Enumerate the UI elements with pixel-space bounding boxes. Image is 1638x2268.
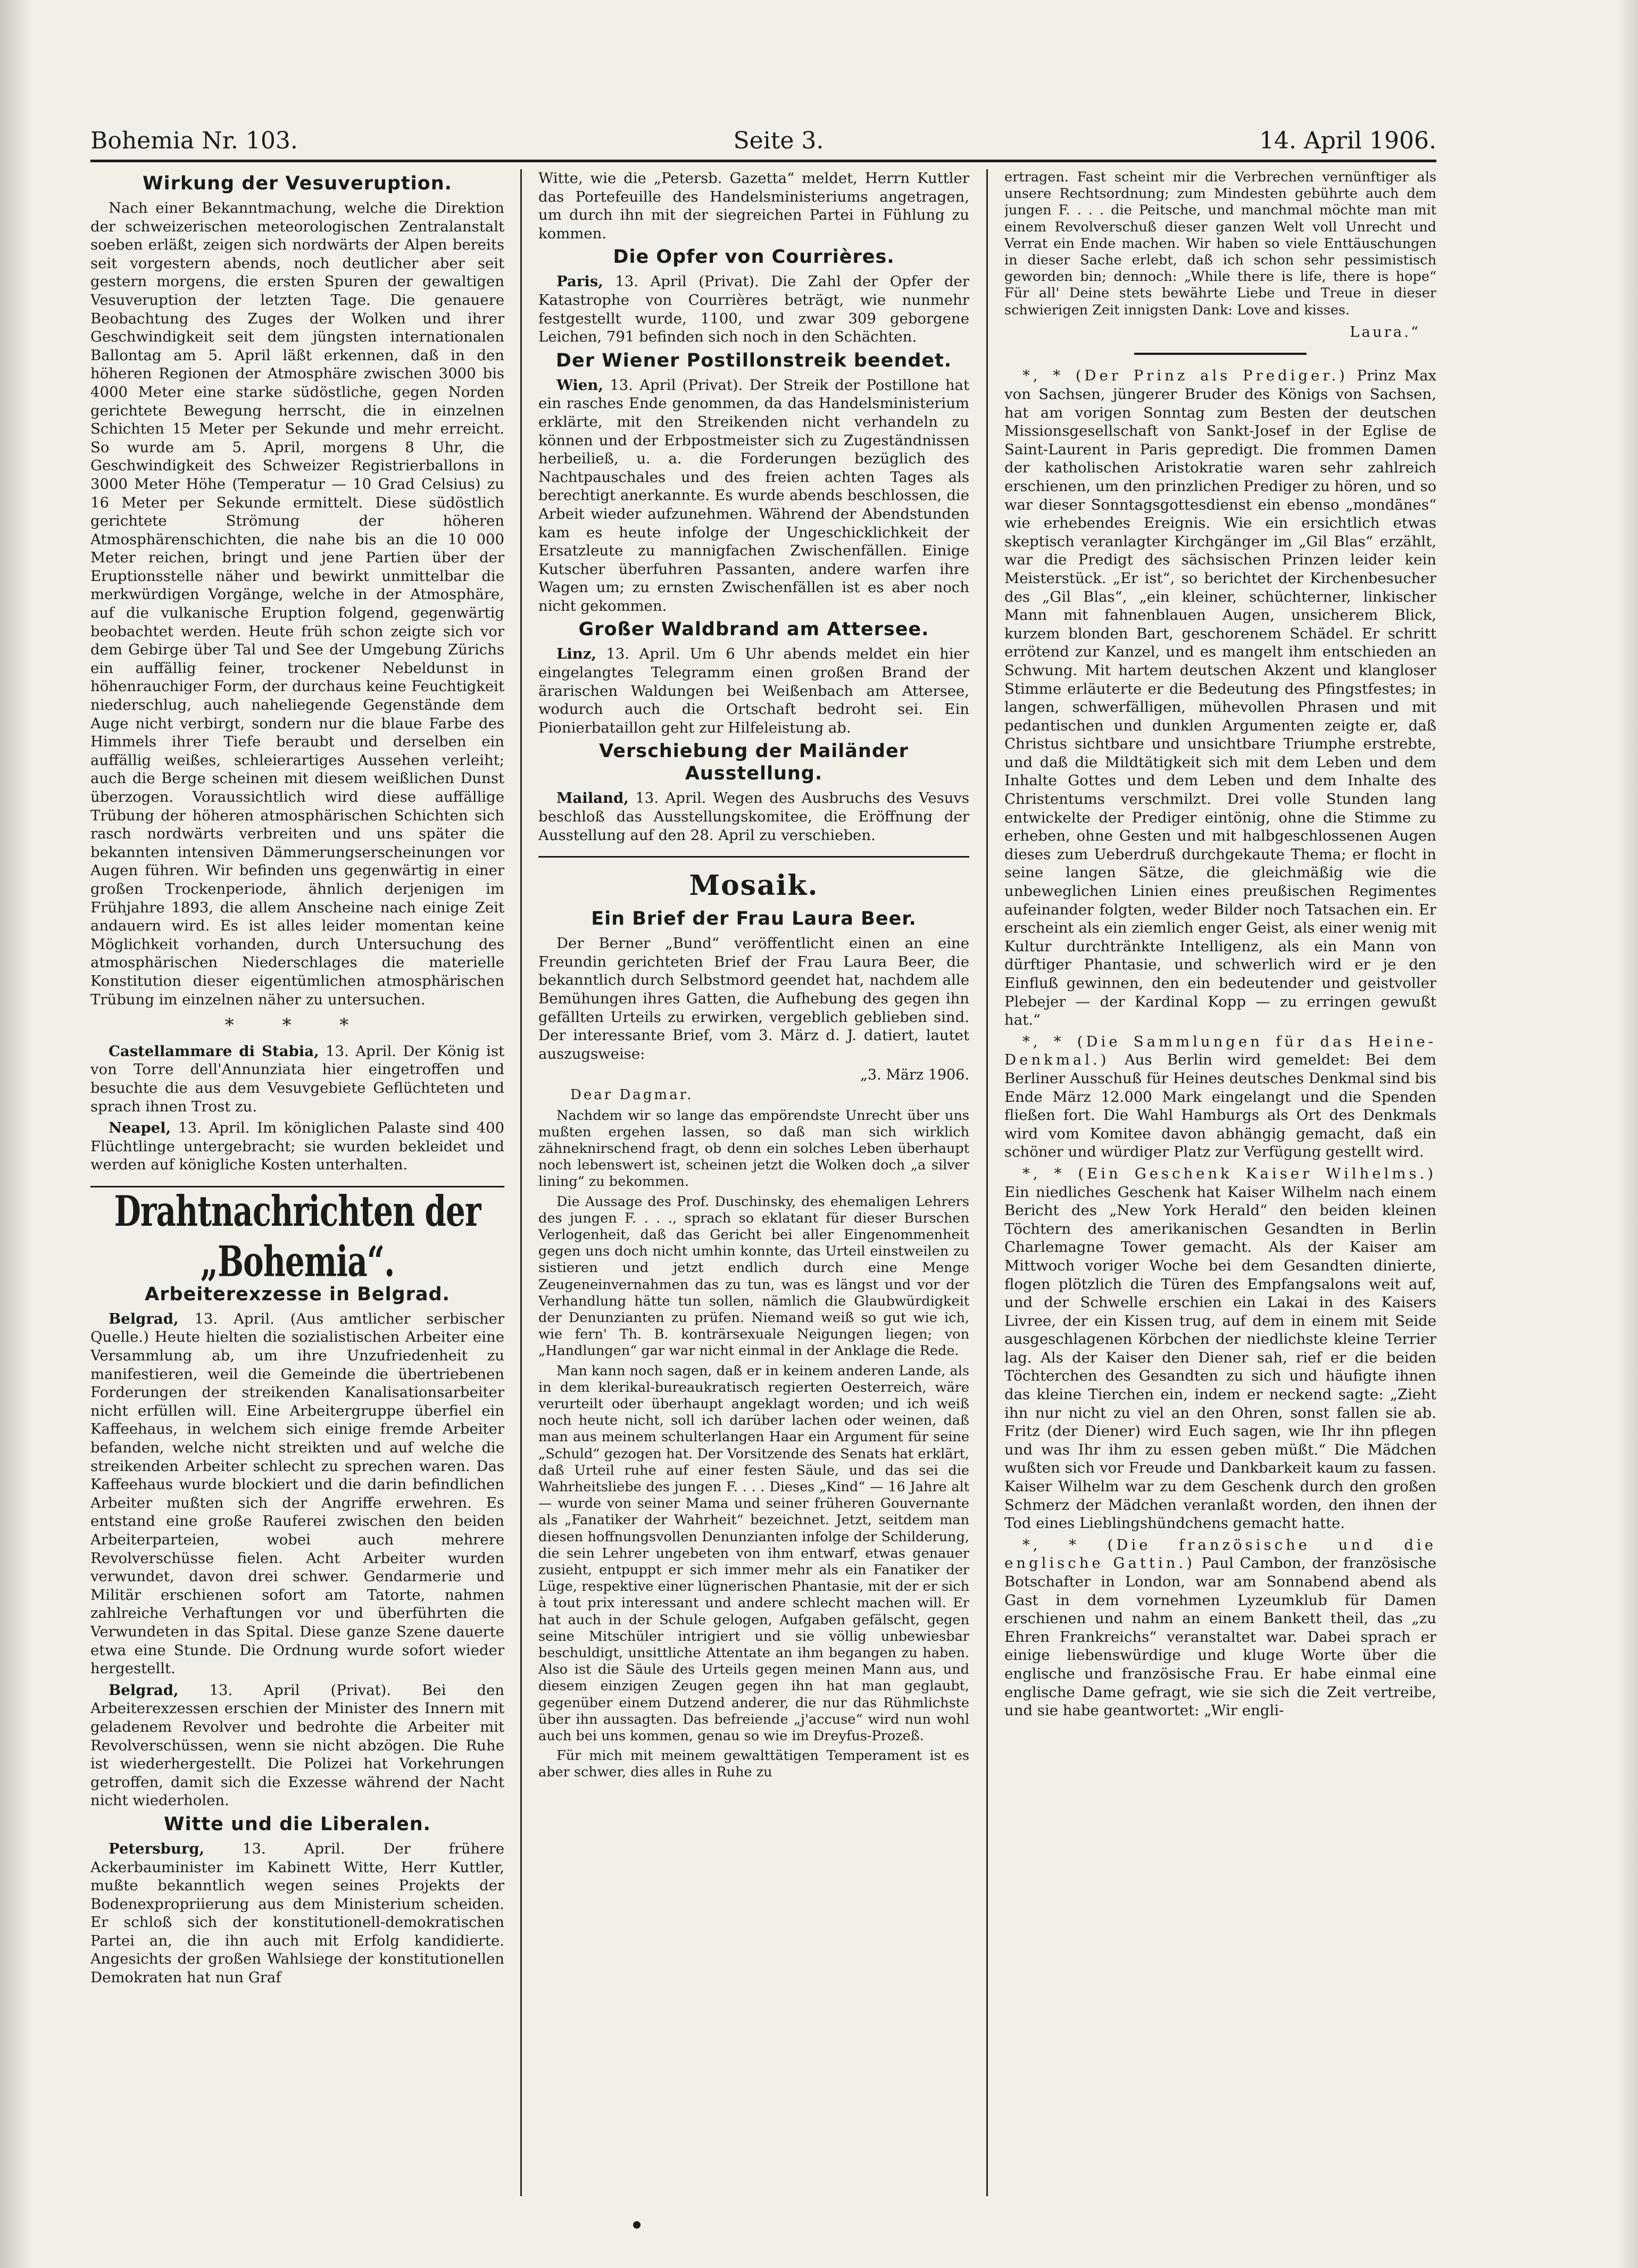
article-kaiser xyxy=(1004,1165,1436,1533)
body-prinz: Prinz Max von Sachsen, jüngerer Bruder des Königs von Sachsen, hat am vorigen Sonntag zum Besten der deutschen Missionsgesellschaft von Sankt-Josef in der Eglise de Saint-Laurent in Paris gepredigt. Die frommen Damen der katholischen Aristokratie waren sehr zahlreich erschienen, um den prinzlichen Prediger zu hören, und so war dieser Sonntagsgottesdienst ein ebenso „mondänes“ wie erhebendes Ereignis. Wie ein ersichtlich etwas skeptisch veranlagter Kirchgänger im „Gil Blas“ erzählt, war die Predigt des sächsischen Prinzen leider kein Meisterstück. „Er ist“, so berichtet der Kirchenbesucher des „Gil Blas“, „ein kleiner, schüchterner, linkischer Mann mit fahnenblauen Augen, unsicherem Blick, kurzem blonden Bart, geschorenem Schädel. Er schritt errötend zur Kanzel, und es mangelt ihm entschieden an Schwung. Mit hartem deutschen Akzent und klangloser Stimme erläuterte er die Bedeutung des Pfingstfestes; in langen, schwerfälligen, mühevollen Phrasen und mit pedantischen und dunklen Argumenten zeigte er, daß Christus sichtbare und unsichtbare Triumphe erstrebte, und daß die Mildtätigkeit sich mit dem Leben und dem Inhalte Gottes und dem Leben und dem Inhalte des Christentums verschmilzt. Drei volle Stunden lang entwickelte der Prediger eintönig, ohne die Stimme zu erheben, ohne Gesten und mit halbgeschlossenen Augen dieses zum Ueberdruß durchgekaute Thema; er flocht in seine langen Sätze, die gleichmäßig wie die unbeweglichen Linien eines preußischen Regimentes aufeinander folgten, weder Bilder noch Tatsachen ein. Er erscheint als ein ziemlich enger Geist, als einer wenig mit Kultur durchtränkte Intelligenz, als ein Mann von dürftiger Phantasie, und schwerlich wird er je den Einfluß gewinnen, den ein bedeutender und geistvoller Plebejer — der Kardinal Kopp — zu erringen gewußt hat.“ xyxy=(1004,367,1436,1029)
body-cambon: Paul Cambon, der französische Botschafter in London, war am Sonnabend abend als Gast in dem vornehmen Lyzeumklub für Damen erschienen und nahm an einem Bankett theil, das „zu Ehren Frankreichs“ veranstaltet war. Dabei sprach er einige liebenswürdige und kluge Worte über die englische und französische Frau. Er habe einmal eine englische Dame gefragt, wie sie sich die Zeit vertreibe, und sie habe geantwortet: „Wir engli- xyxy=(1004,1555,1436,1719)
body-paris: 13. April (Privat). Die Zahl der Opfer der Katastrophe von Courrières beträgt, wie nunmehr festgestellt wurde, 1100, und zwar 309 geborgene Leichen, 791 befinden sich noch in den Schächten. xyxy=(538,273,969,346)
article-mailand xyxy=(538,789,969,844)
section-title-drahtnachrichten: Drahtnachrichten der „Bohemia“. xyxy=(114,1186,481,1286)
article-prinz xyxy=(1004,367,1436,1029)
header-rule xyxy=(90,160,1436,162)
column-2 xyxy=(538,169,969,2196)
letter-signature: Laura.“ xyxy=(1350,323,1420,340)
headline-postillon: Der Wiener Postillonstreik beendet. xyxy=(555,350,952,371)
body-neapel: 13. April. Im königlichen Palaste sind 400 Flüchtlinge untergebracht; sie wurden bekleidet und werden auf königliche Kosten unterhalten. xyxy=(90,1119,504,1174)
page-number: Seite 3. xyxy=(733,127,824,154)
article-vesuv: Nach einer Bekanntmachung, welche die Direktion der schweizerischen meteorologischen Zentralanstalt soeben erläßt, zeigen sich nordwärts der Alpen bereits seit vorgestern abends, noch deutlicher aber seit gestern morgens, die ersten Spuren der gewaltigen Vesuveruption der letzten Tage. Die genauere Beobachtung des Zuges der Wolken und ihrer Geschwindigkeit seit dem jüngsten internationalen Ballontag am 5. April läßt erkennen, daß in den höheren Regionen der Atmosphäre zwischen 3000 bis 4000 Meter eine starke südöstliche, gegen Norden gerichtete Bewegung herrscht, die in einzelnen Schichten 15 Meter per Sekunde und mehr erreicht. So wurde am 5. April, morgens 8 Uhr, die Geschwindigkeit des Schweizer Registrierballons in 3000 Meter Höhe (Temperatur — 10 Grad Celsius) zu 16 Meter per Sekunde ermittelt. Diese südöstlich gerichtete Strömung der höheren Atmosphärenschichten, die nahe bis an die 10 000 Meter reichen, bringt und jene Partien über der Eruptionsstelle näher und bewirkt unmittelbar die merkwürdigen Vorgänge, welche in der Atmosphäre, auf die vulkanische Eruption folgend, gegenwärtig beobachtet werden. Heute früh schon zeigte sich vor dem Gebirge über Tal und See der Umgebung Zürichs ein auffällig feiner, trockener Nebeldunst in höhenrauchiger Form, der durchaus keine Feuchtigkeit niederschlug, auch naheliegende Gegenstände dem Auge nicht verbirgt, sondern nur die blaue Farbe des Himmels ihrer Tiefe beraubt und derselben ein auffällig weißes, schleierartiges Aussehen verleiht; auch die Berge scheinen mit diesem weißlichen Dunst überzogen. Voraussichtlich wird diese auffällige Trübung der höheren atmosphärischen Schichten sich rasch nordwärts verbreiten und uns später die bekannten intensiven Dämmerungserscheinungen vor Augen führen. Wir befinden uns gegenwärtig in einer großen Trockenperiode, ähnlich derjenigen im Frühjahre 1893, die allem Anscheine nach einige Zeit andauern wird. Es ist alles leider momentan keine Möglichkeit vorhanden, durch Untersuchung des atmosphärischen Niederschlages die materielle Konstitution dieser eigentümlichen atmosphärischen Trübung im einzelnen näher zu untersuchen. xyxy=(90,200,504,1008)
masthead-issue: Bohemia Nr. 103. xyxy=(90,127,298,154)
body-heine: Aus Berlin wird gemeldet: Bei dem Berliner Ausschuß für Heines deutsches Denkmal sind bis Ende März 12.000 Mark eingelangt und die Spenden fließen fort. Die Wahl Hamburgs als Ort des Denkmals wird vom Komitee davon abhängig gemacht, daß ein schöner und würdiger Platz zur Verfügung gestellt wird. xyxy=(1004,1051,1436,1161)
article-belgrad-2 xyxy=(90,1681,504,1810)
headline-courrieres: Die Opfer von Courrières. xyxy=(613,246,895,268)
rubric-kaiser: *, * (Ein Geschenk Kaiser Wilhelms.) xyxy=(1022,1165,1436,1182)
headline-brief: Ein Brief der Frau Laura Beer. xyxy=(591,908,917,930)
article-wien xyxy=(538,376,969,616)
dateline-paris: Paris, xyxy=(556,273,603,290)
rubric-cambon: *, * (Die französische und die englische Gattin.) xyxy=(1004,1536,1436,1572)
dateline-neapel: Neapel, xyxy=(109,1119,171,1137)
issue-date: 14. April 1906. xyxy=(1259,127,1436,154)
article-linz xyxy=(538,645,969,737)
letter-paragraph: Für mich mit meinem gewalttätigen Temperament ist es aber schwer, dies alles in Ruhe zu xyxy=(538,1748,969,1781)
body-wien: 13. April (Privat). Der Streik der Postillone hat ein rasches Ende genommen, da das Handelsministerium erklärte, mit den Streikenden nicht verhandeln zu können und der Erbpostmeister sich zu Zugeständnissen herbeiließ, u. a. die Forderungen bezüglich des Nachtpauschales und des freien achten Tages als berechtigt anerkannte. Es wurde abends beschlossen, die Arbeit wieder aufzunehmen. Während der Abendstunden kam es heute infolge der Ungeschicklichkeit der Ersatzleute zu mannigfachen Zwischenfällen. Einige Kutscher überfuhren Passanten, andere warfen ihre Wagen um; zu ernsten Zwischenfällen ist es aber noch nicht gekommen. xyxy=(538,376,969,614)
dateline-wien: Wien, xyxy=(556,376,603,394)
dateline-castellammare: Castellammare di Stabia, xyxy=(109,1042,319,1060)
article-cambon xyxy=(1004,1536,1436,1720)
letter-continued: ertragen. Fast scheint mir die Verbrechen vernünftiger als unsere Rechtsordnung; zum Mindesten gebührte auch dem jungen F. . . . die Peitsche, und manchmal möchte man mit einem Revolverschuß dieser ganzen Welt voll Unrecht und Verrat ein Ende machen. Wir haben so viele Enttäuschungen in dieser Sache erlebt, daß ich schon sehr pessimistisch geworden bin; dennoch: „While there is life, there is hope“ Für all' Deine stets bewährte Liebe und Treue in dieser schwierigen Zeit innigsten Dank: Love and kisses. xyxy=(1004,169,1436,318)
page-shadow-left xyxy=(0,0,34,2268)
divider-rule-mosaik xyxy=(538,856,969,858)
headline-waldbrand: Großer Waldbrand am Attersee. xyxy=(578,619,929,641)
section-stars: * * * xyxy=(225,1015,370,1036)
dateline-linz: Linz, xyxy=(556,645,596,663)
page-shadow-right xyxy=(1617,0,1638,2268)
article-witte xyxy=(90,1840,504,1987)
body-kaiser: Ein niedliches Geschenk hat Kaiser Wilhelm nach einem Bericht des „New York Herald“ den beiden kleinen Töchtern des amerikanischen Gesandten in Berlin Charlemagne Tower gemacht. Als der Kaiser am Mittwoch voriger Woche bei dem Gesandten dinierte, flogen plötzlich die Türen des Empfangsalons weit auf, und der Schwelle erschien ein Lakai in des Kaisers Livree, der ein Kissen trug, auf dem in einem mit Seide ausgeschlagenen Körbchen der niedlichste kleine Terrier lag. Als der Kaiser den Diener sah, rief er die beiden Töchterchen des Gesandten zu sich und häufigte ihnen das kleine Tierchen ein, indem er neckend sagte: „Zieht ihn nur nicht zu viel an den Ohren, sonst fallen sie ab. Fritz (der Diener) wird Euch sagen, wie Ihr ihn pflegen und was Ihr ihm zu essen geben müßt.“ Die Mädchen wußten sich vor Freude und Dankbarkeit kaum zu fassen. Kaiser Wilhelm war zu dem Geschenk durch den großen Schmerz der Mädchen veranlaßt worden, den ihnen der Tod eines Lieblingshündchens gemacht hatte. xyxy=(1004,1183,1436,1532)
article-heine xyxy=(1004,1033,1436,1161)
body-witte: 13. April. Der frühere Ackerbauminister im Kabinett Witte, Herr Kuttler, mußte bekanntlich wegen seines Projekts der Bodenexpropriierung aus dem Ministerium scheiden. Er schloß sich der konstitutionell-demokratischen Partei an, die ihn auch mit Erfolg kandidierte. Angesichts der großen Wahlsiege der konstitutionellen Demokraten hat nun Graf xyxy=(90,1840,504,1987)
rubric-prinz: *, * (Der Prinz als Prediger.) xyxy=(1022,367,1348,385)
letter-salutation: Dear Dagmar. xyxy=(570,1086,694,1103)
dateline-mailand: Mailand, xyxy=(556,790,629,807)
body-belgrad-2: 13. April (Privat). Bei den Arbeiterexzessen erschien der Minister des Innern mit geladenem Revolver und bedrohte die Arbeiter mit Revolverschüssen, wenn sie nicht abzögen. Die Ruhe ist wiederhergestellt. Die Polizei hat Vorkehrungen getroffen, damit sich die Exzesse während der Nacht nicht wiederholen. xyxy=(90,1681,504,1809)
body-castellammare: 13. April. Der König ist von Torre dell'Annunziata hier eingetroffen und besuchte die aus dem Vesuvgebiete Geflüchteten und sprach ihnen Trost zu. xyxy=(90,1042,504,1115)
headline-witte: Witte und die Liberalen. xyxy=(164,1813,431,1835)
column-3 xyxy=(1004,169,1436,2196)
headline-belgrad: Arbeiterexzesse in Belgrad. xyxy=(145,1283,450,1305)
column-rule-1 xyxy=(520,169,522,2196)
newspaper-page xyxy=(90,106,1436,2197)
rubric-heine: *, * (Die Sammlungen für das Heine-Denkmal.) xyxy=(1004,1033,1436,1069)
article-brief-intro: Der Berner „Bund“ veröffentlicht einen an eine Freundin gerichteten Brief der Frau Laura Beer, die bekanntlich durch Selbstmord geendet hat, nachdem alle Bemühungen ihres Gatten, die Aufhebung des gegen ihn gefällten Urteils zu erwirken, vergeblich geblieben sind. Der interessante Brief, vom 3. März d. J. datiert, lautet auszugsweise: xyxy=(538,935,969,1062)
body-belgrad-1: 13. April. (Aus amtlicher serbischer Quelle.) Heute hielten die sozialistischen Arbeiter eine Versammlung ab, um ihre Unzufriedenheit zu manifestieren, weil die Gemeinde die übertriebenen Forderungen der streikenden Kanalisationsarbeiter nicht erfüllen will. Eine Arbeitergruppe überfiel ein Kaffeehaus, in welchem sich einige fremde Arbeiter befanden, welche nicht streikten und auf welche die streikenden Arbeiter schlecht zu sprechen waren. Das Kaffeehaus wurde blockiert und die darin befindlichen Arbeiter mußten sich der Angriffe erwehren. Es entstand eine große Rauferei zwischen den beiden Arbeiterparteien, wobei auch mehrere Revolverschüsse fielen. Acht Arbeiter wurden verwundet, davon drei schwer. Gendarmerie und Militär erschienen sofort am Tatorte, nahmen zahlreiche Verhaftungen vor und überführten die Verwundeten in das Spital. Diese ganze Szene dauerte etwa eine Stunde. Die Ordnung wurde sofort wieder hergestellt. xyxy=(90,1310,504,1677)
letter-paragraph: Nachdem wir so lange das empörendste Unrecht über uns mußten ergehen lassen, so daß man sich wirklich zähneknirschend fragt, ob denn ein solches Leben überhaupt noch lebenswert ist, scheinen jetzt die Wolken doch „a silver lining“ zu bekommen. xyxy=(538,1107,969,1190)
article-neapel xyxy=(90,1119,504,1174)
headline-vesuv: Wirkung der Vesuveruption. xyxy=(143,173,452,194)
section-title-mosaik: Mosaik. xyxy=(689,869,819,902)
dateline-petersburg: Petersburg, xyxy=(109,1840,205,1857)
article-castellammare xyxy=(90,1042,504,1116)
dateline-belgrad-2: Belgrad, xyxy=(109,1681,179,1699)
article-belgrad-1 xyxy=(90,1310,504,1678)
column-rule-2 xyxy=(986,169,988,2196)
article-paris xyxy=(538,272,969,346)
print-dot xyxy=(633,2221,641,2229)
body-mailand: 13. April. Wegen des Ausbruchs des Vesuvs beschloß das Ausstellungskomitee, die Eröffnung der Ausstellung auf den 28. April zu verschieben. xyxy=(538,790,969,844)
letter-body xyxy=(538,1108,969,1781)
headline-mailand: Verschiebung der Mailänder Ausstellung. xyxy=(599,741,909,785)
dateline-belgrad-1: Belgrad, xyxy=(109,1310,179,1327)
column-1 xyxy=(90,169,504,2196)
letter-paragraph: Die Aussage des Prof. Duschinsky, des ehemaligen Lehrers des jungen F. . . ., sprach so eklatant für dieser Burschen Verlogenheit, daß das Gericht bei aller Eingenommenheit gegen uns doch nicht umhin konnte, das Urteil einstweilen zu sistieren und jetzt endlich durch eine Menge Zeugeneinvernahmen das zu tun, was es längst und vor der Verhandlung hätte tun sollen, nämlich die Glaubwürdigkeit der Denunzianten zu prüfen. Niemand weiß so gut wie ich, wie fern' Th. B. konträrsexuale Neigungen liegen; von „Handlungen“ gar war nicht einmal in der Anklage die Rede. xyxy=(538,1193,969,1359)
article-witte-continued: Witte, wie die „Petersb. Gazetta“ meldet, Herrn Kuttler das Portefeuille des Handelsministeriums angetragen, um durch ihn mit der siegreichen Partei in Fühlung zu kommen. xyxy=(538,170,969,242)
letter-date: „3. März 1906. xyxy=(860,1067,969,1084)
body-linz: 13. April. Um 6 Uhr abends meldet ein hier eingelangtes Telegramm einen großen Brand der ärarischen Waldungen bei Weißenbach am Attersee, wodurch auch die Ortschaft bedroht sei. Ein Pionierbataillon geht zur Hilfeleistung ab. xyxy=(538,645,969,736)
running-head xyxy=(90,117,1436,154)
letter-paragraph: Man kann noch sagen, daß er in keinem anderen Lande, als in dem klerikal-bureaukratisch regierten Oesterreich, wäre verurteilt oder überhaupt angeklagt worden; und ich weiß noch heute nicht, soll ich darüber lachen oder weinen, daß man aus meinem schulterlangen Haar ein Argument für seine „Schuld“ gezogen hat. Der Vorsitzende des Senats hat erklärt, daß Urteil ruhe auf einer festen Säule, und das sei die Wahrheitsliebe des jungen F. . . . Dieses „Kind“ — 16 Jahre alt — wurde von seiner Mama und seiner früheren Gouvernante als „Fanatiker der Wahrheit“ bezeichnet. Jetzt, seitdem man diesen hoffnungsvollen Denunzianten infolge der Schilderung, die sein Lehrer ungebeten von ihm entwarf, etwas genauer zusieht, entpuppt er sich immer mehr als ein Fanatiker der Lüge, respektive einer lügnerischen Phantasie, mit der er sich à tout prix interessant und andere schlecht machen will. Er hat auch in der Schule gelogen, Aufgaben gefälscht, gegen seine Mitschüler intrigiert und sie völlig unbewiesbar beschuldigt, unsittliche Attentate an ihm begangen zu haben. Also ist die Säule des Urteils gegen meinen Mann aus, und diesem einzigen Zeugen gegen ihn hat man geglaubt, gegenüber einem Dutzend anderer, die nur das Rühmlichste über ihn aussagten. Das befreiende „j'accuse“ wird nun wohl auch bei uns kommen, genau so wie im Dreyfus-Prozeß. xyxy=(538,1363,969,1744)
divider-short-rule xyxy=(1134,353,1307,355)
